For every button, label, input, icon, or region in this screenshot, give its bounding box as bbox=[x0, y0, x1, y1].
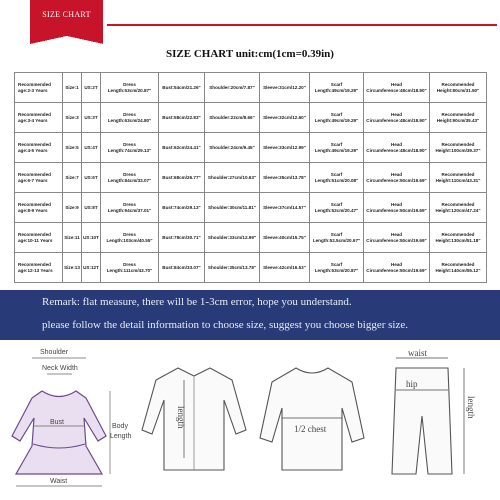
table-cell: Recommended Height:110cm/43.31" bbox=[430, 163, 487, 193]
table-cell: Bust:54cm/21.26" bbox=[159, 73, 205, 103]
table-cell: Recommended age:12-13 Years bbox=[15, 253, 63, 283]
table-row bbox=[15, 163, 487, 193]
page-title: SIZE CHART unit:cm(1cm=0.39in) bbox=[166, 48, 334, 60]
table-cell: Recommended age:6-7 Years bbox=[15, 163, 63, 193]
table-cell: Scarf Length:51cm/20.08" bbox=[310, 163, 364, 193]
table-cell: Scarf Length:53cm/20.87" bbox=[310, 253, 364, 283]
remark-line-2: please follow the detail information to choose size, suggest you choose bigger size. bbox=[42, 319, 408, 331]
table-cell: Shoulder:30cm/11.81" bbox=[205, 193, 260, 223]
table-cell: Shoulder:33cm/12.99" bbox=[205, 223, 260, 253]
table-cell: Size:5 bbox=[63, 133, 82, 163]
table-cell: US:3T bbox=[82, 103, 101, 133]
size-table bbox=[14, 72, 487, 283]
table-cell: Scarf Length:49cm/19.29" bbox=[310, 73, 364, 103]
table-cell: Recommended Height:120cm/47.24" bbox=[430, 193, 487, 223]
table-cell: Dress Length:63cm/24.80" bbox=[101, 103, 159, 133]
table-cell: Sleeve:40cm/15.75" bbox=[260, 223, 310, 253]
table-cell: Scarf Length:52.5cm/20.67" bbox=[310, 223, 364, 253]
table-cell: Size:3 bbox=[63, 103, 82, 133]
table-cell: Size:9 bbox=[63, 193, 82, 223]
table-cell: Shoulder:20cm/7.87" bbox=[205, 73, 260, 103]
pants-hip-label: hip bbox=[406, 379, 418, 389]
size-chart-tag-text: SIZE CHART bbox=[42, 10, 91, 19]
table-cell: Size:11 bbox=[63, 223, 82, 253]
table-cell: Sleeve:42cm/16.53" bbox=[260, 253, 310, 283]
table-cell: Recommended age:3-4 Years bbox=[15, 103, 63, 133]
shirt-diagram bbox=[138, 358, 250, 480]
table-cell: Size:7 bbox=[63, 163, 82, 193]
table-cell: Shoulder:35cm/13.78" bbox=[205, 253, 260, 283]
table-cell: US:4T bbox=[82, 133, 101, 163]
shirt-length-label: length bbox=[176, 406, 186, 429]
table-cell: Head Circumference:48cm/18.90" bbox=[364, 103, 430, 133]
table-row bbox=[15, 73, 487, 103]
table-cell: Head Circumference:50cm/19.69" bbox=[364, 253, 430, 283]
pants-length-label: length bbox=[466, 396, 476, 419]
table-cell: Bust:62cm/24.41" bbox=[159, 133, 205, 163]
table-cell: Scarf Length:49cm/19.29" bbox=[310, 133, 364, 163]
table-cell: Sleeve:31cm/12.20" bbox=[260, 73, 310, 103]
table-cell: Recommended age:4-5 Years bbox=[15, 133, 63, 163]
table-cell: Head Circumference:48cm/18.90" bbox=[364, 133, 430, 163]
table-cell: US:8T bbox=[82, 193, 101, 223]
table-cell: Scarf Length:49cm/19.29" bbox=[310, 103, 364, 133]
table-cell: Bust:78cm/30.71" bbox=[159, 223, 205, 253]
table-cell: Head Circumference:48cm/18.90" bbox=[364, 73, 430, 103]
dress-waist-label: Waist bbox=[50, 478, 68, 485]
pants-diagram bbox=[378, 346, 498, 486]
table-cell: Recommended age:2-3 Years bbox=[15, 73, 63, 103]
table-cell: Sleeve:35cm/13.78" bbox=[260, 163, 310, 193]
table-cell: Head Circumference:50cm/19.69" bbox=[364, 223, 430, 253]
table-cell: US:12T bbox=[82, 253, 101, 283]
tee-diagram bbox=[256, 358, 368, 480]
table-cell: Sleeve:37cm/14.57" bbox=[260, 193, 310, 223]
table-cell: Recommended age:10-11 Years bbox=[15, 223, 63, 253]
table-cell: Sleeve:33cm/12.99" bbox=[260, 133, 310, 163]
table-cell: Bust:74cm/29.13" bbox=[159, 193, 205, 223]
table-cell: Bust:84cm/33.07" bbox=[159, 253, 205, 283]
dress-length-label: Length bbox=[110, 433, 132, 440]
table-cell: Recommended Height:100cm/39.37" bbox=[430, 133, 487, 163]
table-cell: Sleeve:32cm/12.60" bbox=[260, 103, 310, 133]
tee-chest-label: 1/2 chest bbox=[294, 424, 327, 434]
table-cell: Shoulder:22cm/8.66" bbox=[205, 103, 260, 133]
table-cell: Recommended Height:90cm/35.43" bbox=[430, 103, 487, 133]
table-cell: Shoulder:27cm/10.63" bbox=[205, 163, 260, 193]
header-divider bbox=[107, 24, 497, 26]
table-cell: Dress Length:53cm/20.87" bbox=[101, 73, 159, 103]
dress-bust-label: Bust bbox=[50, 419, 65, 426]
table-cell: Shoulder:24cm/9.45" bbox=[205, 133, 260, 163]
dress-body-label: Body bbox=[112, 423, 128, 430]
table-cell: US:2T bbox=[82, 73, 101, 103]
table-cell: Dress Length:94cm/37.01" bbox=[101, 193, 159, 223]
dress-neck-label: Neck Width bbox=[42, 365, 78, 372]
table-cell: Bust:68cm/26.77" bbox=[159, 163, 205, 193]
table-cell: Dress Length:103cm/40.55" bbox=[101, 223, 159, 253]
size-chart-tag bbox=[30, 0, 103, 36]
table-cell: Bust:58cm/22.83" bbox=[159, 103, 205, 133]
table-cell: Size:1 bbox=[63, 73, 82, 103]
dress-shoulder-label: Shoulder bbox=[40, 349, 69, 356]
table-cell: Recommended Height:80cm/31.50" bbox=[430, 73, 487, 103]
table-cell: Scarf Length:52cm/20.47" bbox=[310, 193, 364, 223]
table-row bbox=[15, 223, 487, 253]
table-cell: Dress Length:74cm/29.13" bbox=[101, 133, 159, 163]
table-row bbox=[15, 193, 487, 223]
table-cell: US:6T bbox=[82, 163, 101, 193]
pants-waist-label: waist bbox=[408, 348, 427, 358]
table-cell: US:10T bbox=[82, 223, 101, 253]
table-cell: Dress Length:84cm/33.07" bbox=[101, 163, 159, 193]
table-cell: Dress Length:111cm/43.70" bbox=[101, 253, 159, 283]
table-cell: Head Circumference:50cm/19.69" bbox=[364, 193, 430, 223]
table-cell: Size:13 bbox=[63, 253, 82, 283]
table-cell: Recommended Height:140cm/55.12" bbox=[430, 253, 487, 283]
table-row bbox=[15, 133, 487, 163]
table-row bbox=[15, 253, 487, 283]
table-cell: Head Circumference:50cm/19.69" bbox=[364, 163, 430, 193]
table-row bbox=[15, 103, 487, 133]
dress-diagram bbox=[2, 346, 137, 496]
remark-line-1: Remark: flat measure, there will be 1-3cm error, hope you understand. bbox=[42, 296, 352, 308]
table-cell: Recommended age:8-9 Years bbox=[15, 193, 63, 223]
table-cell: Recommended Height:130cm/51.18" bbox=[430, 223, 487, 253]
